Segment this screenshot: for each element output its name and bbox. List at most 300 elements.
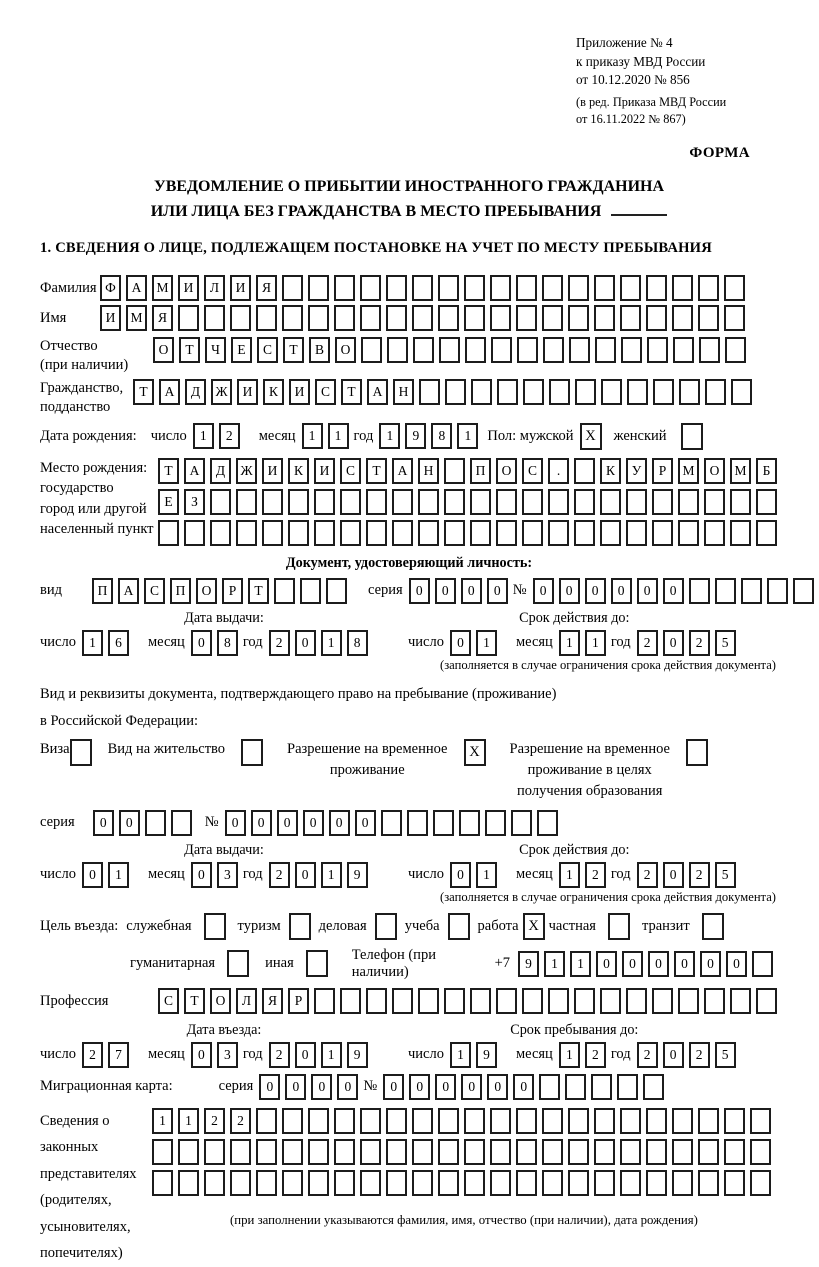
char-cell[interactable]: 9 (518, 951, 539, 977)
char-cell[interactable] (485, 810, 506, 836)
char-cell[interactable]: Т (158, 458, 179, 484)
char-cell[interactable] (308, 1139, 329, 1165)
char-cell[interactable] (282, 275, 303, 301)
char-cell[interactable] (575, 379, 596, 405)
char-cell[interactable] (516, 275, 537, 301)
char-cell[interactable]: 8 (347, 630, 368, 656)
char-cell[interactable] (308, 1170, 329, 1196)
char-cell[interactable]: 0 (585, 578, 606, 604)
char-cell[interactable] (152, 1139, 173, 1165)
purpose-study-checkbox[interactable] (448, 913, 470, 940)
char-cell[interactable] (334, 275, 355, 301)
char-cell[interactable] (522, 520, 543, 546)
char-cell[interactable] (386, 1108, 407, 1134)
gender-female-checkbox[interactable] (681, 423, 703, 450)
char-cell[interactable] (334, 1108, 355, 1134)
char-cell[interactable]: 0 (596, 951, 617, 977)
char-cell[interactable]: И (178, 275, 199, 301)
char-cell[interactable]: Ч (205, 337, 226, 363)
char-cell[interactable] (262, 489, 283, 515)
char-cell[interactable]: 5 (715, 1042, 736, 1068)
char-cell[interactable] (496, 520, 517, 546)
gender-male-checkbox[interactable]: X (580, 423, 602, 450)
char-cell[interactable] (497, 379, 518, 405)
char-cell[interactable]: О (153, 337, 174, 363)
char-cell[interactable] (490, 1108, 511, 1134)
char-cell[interactable] (366, 489, 387, 515)
char-cell[interactable] (470, 988, 491, 1014)
char-cell[interactable]: О (196, 578, 217, 604)
char-cell[interactable]: 0 (461, 1074, 482, 1100)
char-cell[interactable] (438, 1139, 459, 1165)
char-cell[interactable] (444, 458, 465, 484)
char-cell[interactable] (724, 1139, 745, 1165)
char-cell[interactable] (334, 1170, 355, 1196)
purpose-business-checkbox[interactable] (375, 913, 397, 940)
char-cell[interactable]: 1 (321, 630, 342, 656)
char-cell[interactable] (574, 520, 595, 546)
char-cell[interactable] (204, 1139, 225, 1165)
char-cell[interactable]: М (126, 305, 147, 331)
char-cell[interactable]: П (470, 458, 491, 484)
char-cell[interactable] (412, 305, 433, 331)
char-cell[interactable] (730, 988, 751, 1014)
char-cell[interactable] (678, 988, 699, 1014)
char-cell[interactable]: 2 (230, 1108, 251, 1134)
char-cell[interactable]: 9 (405, 423, 426, 449)
char-cell[interactable] (314, 489, 335, 515)
char-cell[interactable] (496, 988, 517, 1014)
char-cell[interactable] (145, 810, 166, 836)
char-cell[interactable] (652, 520, 673, 546)
char-cell[interactable]: 1 (328, 423, 349, 449)
char-cell[interactable] (178, 1170, 199, 1196)
char-cell[interactable] (678, 489, 699, 515)
char-cell[interactable] (542, 1139, 563, 1165)
char-cell[interactable] (490, 305, 511, 331)
char-cell[interactable] (464, 305, 485, 331)
char-cell[interactable]: У (626, 458, 647, 484)
char-cell[interactable] (308, 305, 329, 331)
char-cell[interactable]: 0 (435, 578, 456, 604)
char-cell[interactable]: Я (262, 988, 283, 1014)
char-cell[interactable] (256, 1170, 277, 1196)
char-cell[interactable] (522, 489, 543, 515)
char-cell[interactable] (678, 520, 699, 546)
char-cell[interactable] (574, 988, 595, 1014)
char-cell[interactable]: 0 (611, 578, 632, 604)
char-cell[interactable] (438, 1170, 459, 1196)
char-cell[interactable]: 1 (559, 1042, 580, 1068)
char-cell[interactable]: Т (133, 379, 154, 405)
char-cell[interactable] (360, 275, 381, 301)
char-cell[interactable] (210, 489, 231, 515)
char-cell[interactable]: 0 (383, 1074, 404, 1100)
char-cell[interactable] (549, 379, 570, 405)
char-cell[interactable] (366, 988, 387, 1014)
char-cell[interactable] (282, 305, 303, 331)
char-cell[interactable]: 2 (82, 1042, 103, 1068)
char-cell[interactable] (672, 275, 693, 301)
char-cell[interactable] (594, 1139, 615, 1165)
char-cell[interactable] (731, 379, 752, 405)
char-cell[interactable] (360, 305, 381, 331)
char-cell[interactable] (274, 578, 295, 604)
char-cell[interactable]: М (730, 458, 751, 484)
purpose-official-checkbox[interactable] (204, 913, 226, 940)
char-cell[interactable]: Р (222, 578, 243, 604)
char-cell[interactable]: Ж (211, 379, 232, 405)
char-cell[interactable] (412, 1139, 433, 1165)
char-cell[interactable] (282, 1170, 303, 1196)
char-cell[interactable]: Т (179, 337, 200, 363)
char-cell[interactable] (256, 1139, 277, 1165)
char-cell[interactable]: 8 (217, 630, 238, 656)
char-cell[interactable]: 0 (700, 951, 721, 977)
char-cell[interactable] (288, 489, 309, 515)
char-cell[interactable]: 0 (726, 951, 747, 977)
char-cell[interactable] (543, 337, 564, 363)
char-cell[interactable]: К (263, 379, 284, 405)
char-cell[interactable]: 0 (295, 630, 316, 656)
char-cell[interactable]: 0 (663, 630, 684, 656)
char-cell[interactable]: 0 (513, 1074, 534, 1100)
char-cell[interactable]: С (522, 458, 543, 484)
char-cell[interactable] (647, 337, 668, 363)
char-cell[interactable]: А (118, 578, 139, 604)
char-cell[interactable] (725, 337, 746, 363)
char-cell[interactable]: 0 (277, 810, 298, 836)
char-cell[interactable] (756, 988, 777, 1014)
char-cell[interactable]: И (289, 379, 310, 405)
char-cell[interactable] (204, 305, 225, 331)
char-cell[interactable] (418, 520, 439, 546)
char-cell[interactable] (698, 1170, 719, 1196)
char-cell[interactable] (793, 578, 814, 604)
char-cell[interactable]: 0 (450, 862, 471, 888)
char-cell[interactable]: А (392, 458, 413, 484)
char-cell[interactable] (360, 1170, 381, 1196)
char-cell[interactable]: 2 (637, 630, 658, 656)
char-cell[interactable]: 1 (193, 423, 214, 449)
char-cell[interactable]: 2 (689, 630, 710, 656)
char-cell[interactable]: Ж (236, 458, 257, 484)
char-cell[interactable]: Т (248, 578, 269, 604)
char-cell[interactable]: Д (210, 458, 231, 484)
char-cell[interactable]: И (100, 305, 121, 331)
char-cell[interactable]: 1 (585, 630, 606, 656)
temp-permit-checkbox[interactable]: X (464, 739, 486, 766)
char-cell[interactable]: 3 (217, 862, 238, 888)
char-cell[interactable] (704, 489, 725, 515)
char-cell[interactable]: Е (231, 337, 252, 363)
char-cell[interactable]: А (184, 458, 205, 484)
char-cell[interactable]: 3 (217, 1042, 238, 1068)
char-cell[interactable] (334, 1139, 355, 1165)
char-cell[interactable]: 5 (715, 630, 736, 656)
char-cell[interactable]: 0 (487, 578, 508, 604)
char-cell[interactable]: А (126, 275, 147, 301)
char-cell[interactable]: 0 (622, 951, 643, 977)
char-cell[interactable] (171, 810, 192, 836)
char-cell[interactable] (574, 458, 595, 484)
char-cell[interactable]: 2 (269, 862, 290, 888)
char-cell[interactable]: 0 (225, 810, 246, 836)
char-cell[interactable]: 2 (689, 862, 710, 888)
char-cell[interactable] (741, 578, 762, 604)
char-cell[interactable] (470, 489, 491, 515)
char-cell[interactable]: 1 (559, 630, 580, 656)
char-cell[interactable] (568, 305, 589, 331)
char-cell[interactable]: З (184, 489, 205, 515)
purpose-tourism-checkbox[interactable] (289, 913, 311, 940)
char-cell[interactable] (282, 1108, 303, 1134)
char-cell[interactable]: С (158, 988, 179, 1014)
char-cell[interactable]: 1 (321, 862, 342, 888)
char-cell[interactable]: 6 (108, 630, 129, 656)
char-cell[interactable] (542, 1170, 563, 1196)
char-cell[interactable] (704, 520, 725, 546)
purpose-humanitarian-checkbox[interactable] (227, 950, 249, 977)
char-cell[interactable] (516, 1108, 537, 1134)
char-cell[interactable]: 0 (663, 862, 684, 888)
char-cell[interactable] (516, 1170, 537, 1196)
char-cell[interactable]: Р (652, 458, 673, 484)
char-cell[interactable] (438, 275, 459, 301)
char-cell[interactable] (236, 520, 257, 546)
char-cell[interactable] (537, 810, 558, 836)
char-cell[interactable] (360, 1108, 381, 1134)
char-cell[interactable]: М (678, 458, 699, 484)
char-cell[interactable]: 2 (637, 862, 658, 888)
char-cell[interactable]: О (496, 458, 517, 484)
char-cell[interactable]: 2 (269, 1042, 290, 1068)
char-cell[interactable]: 0 (663, 578, 684, 604)
char-cell[interactable]: 1 (450, 1042, 471, 1068)
char-cell[interactable] (522, 988, 543, 1014)
char-cell[interactable]: 2 (585, 862, 606, 888)
char-cell[interactable] (548, 988, 569, 1014)
char-cell[interactable] (418, 988, 439, 1014)
char-cell[interactable] (730, 489, 751, 515)
char-cell[interactable] (750, 1139, 771, 1165)
char-cell[interactable]: К (600, 458, 621, 484)
char-cell[interactable] (595, 337, 616, 363)
char-cell[interactable]: 0 (409, 1074, 430, 1100)
char-cell[interactable] (361, 337, 382, 363)
char-cell[interactable] (178, 1139, 199, 1165)
char-cell[interactable] (236, 489, 257, 515)
char-cell[interactable]: 0 (337, 1074, 358, 1100)
char-cell[interactable] (672, 1170, 693, 1196)
char-cell[interactable] (646, 1170, 667, 1196)
char-cell[interactable] (418, 489, 439, 515)
char-cell[interactable] (308, 275, 329, 301)
char-cell[interactable] (444, 489, 465, 515)
char-cell[interactable] (594, 305, 615, 331)
char-cell[interactable] (689, 578, 710, 604)
char-cell[interactable] (750, 1170, 771, 1196)
char-cell[interactable]: 0 (303, 810, 324, 836)
char-cell[interactable] (152, 1170, 173, 1196)
char-cell[interactable] (517, 337, 538, 363)
purpose-work-checkbox[interactable]: X (523, 913, 545, 940)
char-cell[interactable]: 1 (178, 1108, 199, 1134)
char-cell[interactable]: 2 (219, 423, 240, 449)
char-cell[interactable] (464, 1139, 485, 1165)
char-cell[interactable]: 2 (585, 1042, 606, 1068)
char-cell[interactable] (445, 379, 466, 405)
char-cell[interactable] (464, 275, 485, 301)
char-cell[interactable]: И (314, 458, 335, 484)
char-cell[interactable] (491, 337, 512, 363)
char-cell[interactable] (438, 1108, 459, 1134)
char-cell[interactable]: 0 (93, 810, 114, 836)
char-cell[interactable]: 0 (329, 810, 350, 836)
char-cell[interactable] (565, 1074, 586, 1100)
char-cell[interactable]: О (210, 988, 231, 1014)
purpose-other-checkbox[interactable] (306, 950, 328, 977)
char-cell[interactable] (568, 275, 589, 301)
char-cell[interactable] (386, 305, 407, 331)
char-cell[interactable] (626, 489, 647, 515)
residence-permit-checkbox[interactable] (241, 739, 263, 766)
char-cell[interactable] (340, 988, 361, 1014)
char-cell[interactable]: 0 (191, 630, 212, 656)
char-cell[interactable] (523, 379, 544, 405)
char-cell[interactable]: Я (152, 305, 173, 331)
char-cell[interactable]: Л (204, 275, 225, 301)
char-cell[interactable] (548, 489, 569, 515)
char-cell[interactable]: С (315, 379, 336, 405)
char-cell[interactable] (282, 1139, 303, 1165)
char-cell[interactable]: 1 (108, 862, 129, 888)
char-cell[interactable] (730, 520, 751, 546)
char-cell[interactable] (568, 1170, 589, 1196)
char-cell[interactable]: 0 (435, 1074, 456, 1100)
char-cell[interactable] (516, 1139, 537, 1165)
char-cell[interactable] (569, 337, 590, 363)
char-cell[interactable]: 0 (450, 630, 471, 656)
char-cell[interactable]: Н (393, 379, 414, 405)
char-cell[interactable] (548, 520, 569, 546)
char-cell[interactable] (699, 337, 720, 363)
char-cell[interactable] (262, 520, 283, 546)
char-cell[interactable] (542, 305, 563, 331)
char-cell[interactable] (412, 275, 433, 301)
char-cell[interactable] (288, 520, 309, 546)
char-cell[interactable]: 0 (461, 578, 482, 604)
char-cell[interactable] (465, 337, 486, 363)
char-cell[interactable] (419, 379, 440, 405)
char-cell[interactable]: Т (366, 458, 387, 484)
char-cell[interactable] (230, 1139, 251, 1165)
char-cell[interactable] (444, 988, 465, 1014)
char-cell[interactable]: М (152, 275, 173, 301)
char-cell[interactable] (256, 305, 277, 331)
char-cell[interactable] (204, 1170, 225, 1196)
char-cell[interactable] (381, 810, 402, 836)
char-cell[interactable] (698, 275, 719, 301)
char-cell[interactable] (626, 520, 647, 546)
char-cell[interactable] (516, 305, 537, 331)
char-cell[interactable] (542, 275, 563, 301)
char-cell[interactable] (490, 1139, 511, 1165)
char-cell[interactable] (392, 489, 413, 515)
char-cell[interactable]: 7 (108, 1042, 129, 1068)
char-cell[interactable] (652, 489, 673, 515)
char-cell[interactable] (715, 578, 736, 604)
char-cell[interactable]: 2 (269, 630, 290, 656)
char-cell[interactable] (756, 520, 777, 546)
char-cell[interactable]: . (548, 458, 569, 484)
char-cell[interactable]: Т (341, 379, 362, 405)
char-cell[interactable] (407, 810, 428, 836)
char-cell[interactable] (724, 305, 745, 331)
char-cell[interactable] (646, 305, 667, 331)
char-cell[interactable] (392, 988, 413, 1014)
char-cell[interactable]: 0 (259, 1074, 280, 1100)
char-cell[interactable] (464, 1170, 485, 1196)
char-cell[interactable]: Д (185, 379, 206, 405)
char-cell[interactable]: К (288, 458, 309, 484)
char-cell[interactable] (652, 988, 673, 1014)
char-cell[interactable] (752, 951, 773, 977)
char-cell[interactable]: 2 (637, 1042, 658, 1068)
char-cell[interactable] (386, 275, 407, 301)
char-cell[interactable] (672, 305, 693, 331)
char-cell[interactable]: 0 (295, 862, 316, 888)
char-cell[interactable]: 0 (191, 862, 212, 888)
char-cell[interactable]: П (92, 578, 113, 604)
char-cell[interactable]: 1 (82, 630, 103, 656)
char-cell[interactable] (178, 305, 199, 331)
char-cell[interactable] (673, 337, 694, 363)
char-cell[interactable]: 9 (476, 1042, 497, 1068)
char-cell[interactable]: Т (283, 337, 304, 363)
visa-checkbox[interactable] (70, 739, 92, 766)
char-cell[interactable] (568, 1108, 589, 1134)
char-cell[interactable]: В (309, 337, 330, 363)
char-cell[interactable]: 0 (295, 1042, 316, 1068)
char-cell[interactable]: 1 (476, 630, 497, 656)
char-cell[interactable]: 1 (570, 951, 591, 977)
char-cell[interactable] (386, 1170, 407, 1196)
char-cell[interactable] (308, 1108, 329, 1134)
char-cell[interactable] (340, 520, 361, 546)
char-cell[interactable] (653, 379, 674, 405)
char-cell[interactable] (459, 810, 480, 836)
char-cell[interactable] (471, 379, 492, 405)
char-cell[interactable] (386, 1139, 407, 1165)
char-cell[interactable]: Я (256, 275, 277, 301)
char-cell[interactable]: 1 (152, 1108, 173, 1134)
char-cell[interactable] (672, 1108, 693, 1134)
char-cell[interactable]: И (230, 275, 251, 301)
char-cell[interactable] (256, 1108, 277, 1134)
char-cell[interactable] (601, 379, 622, 405)
char-cell[interactable]: Р (288, 988, 309, 1014)
char-cell[interactable] (438, 305, 459, 331)
char-cell[interactable]: 0 (355, 810, 376, 836)
char-cell[interactable] (679, 379, 700, 405)
char-cell[interactable] (230, 1170, 251, 1196)
char-cell[interactable] (617, 1074, 638, 1100)
char-cell[interactable] (326, 578, 347, 604)
char-cell[interactable]: 0 (119, 810, 140, 836)
char-cell[interactable]: 2 (689, 1042, 710, 1068)
char-cell[interactable]: Т (184, 988, 205, 1014)
